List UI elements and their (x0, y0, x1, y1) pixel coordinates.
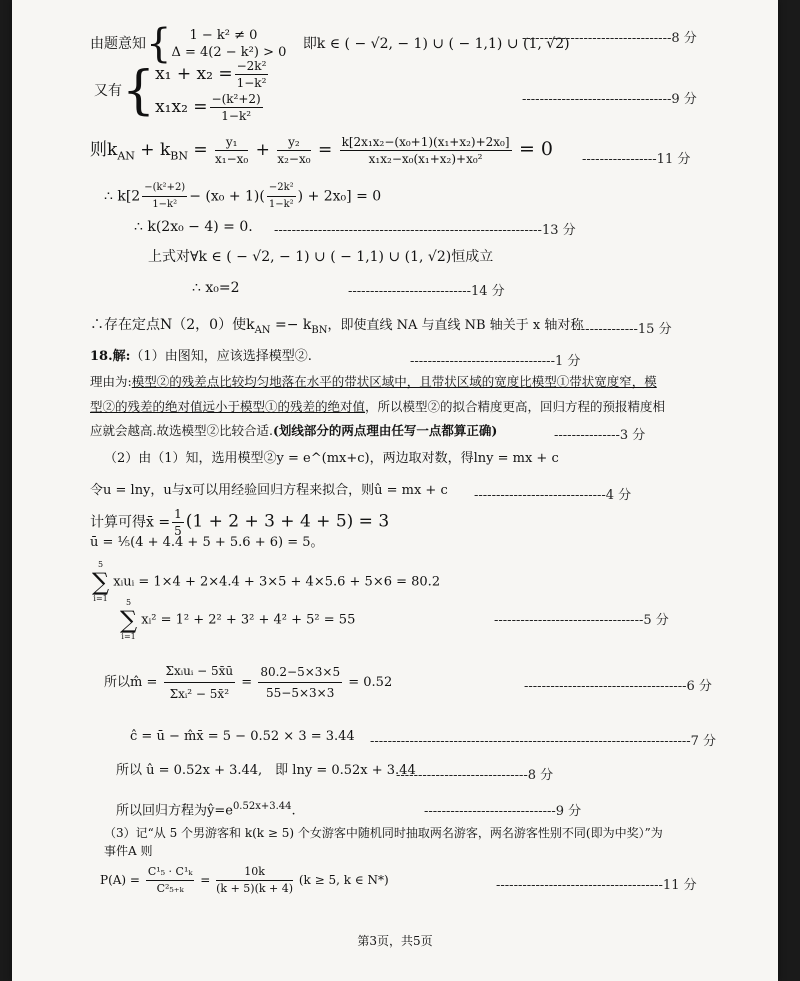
score-3: ---------------3 分 (554, 428, 646, 443)
sigma-block: 5 ∑ i=1 (120, 598, 138, 641)
c-hat-line: ĉ = ū − m̂x̄ = 5 − 0.52 × 3 = 3.44 (130, 729, 355, 744)
u-hat-line: 所以 û = 0.52x + 3.44, 即 lny = 0.52x + 3.44 (116, 763, 416, 778)
frac-2: $\frac{\text{y₂}}{\text{x₂−x₀}}$ (277, 135, 311, 166)
for-all-k-line: 上式对∀k ∈ ( − √2, − 1) ∪ ( − 1,1) ∪ (1, √2)恒成立 (148, 249, 494, 265)
model-2-line: （2）由（1）知，选用模型②y = e^(mx+c)，两边取对数，得lny = mx + c (104, 451, 559, 466)
score-5: ----------------------------------5 分 (494, 613, 669, 628)
question-number: 18.解: (90, 349, 131, 364)
score-11b: --------------------------------------11 分 (496, 878, 697, 893)
conclusion-line: ∴存在定点N（2，0）使$k_{AN} =- k_{BN}$，即使直线 NA 与直线 NB 轴关于 x 轴对称 (90, 317, 584, 336)
score-9: ----------------------------------9 分 (522, 92, 697, 107)
frac: $\frac{1}{5}$ (174, 507, 182, 538)
substitution-u-line: 令u = lny，u与x可以用经验回归方程来拟合，则û = mx + c (90, 483, 448, 498)
ubar-line: ū = ⅕(4 + 4.4 + 5 + 5.6 + 6) = 5。 (90, 535, 324, 550)
frac: $\frac{\text{Σxᵢuᵢ − 5x̄ū}}{\text{Σxᵢ² − 5x̄²}}$ (164, 660, 236, 705)
frac-1: $\frac{\text{y₁}}{\text{x₁−x₀}}$ (215, 135, 249, 166)
frac: $\frac{10k}{(k + 5)(k + 4)}$ (216, 865, 294, 895)
simplified-eq: ∴ k(2x₀ − 4) = 0. (134, 219, 253, 235)
m-hat-line: 所以m̂ = $\frac{\text{Σxᵢuᵢ − 5x̄ū}}{\text{Σxᵢ² − 5x̄²}}$ = $\frac{80.2-5\times 3\times 5}{55-5\times 3\times 3}$ = 0.52 (104, 660, 392, 705)
system-cases (171, 27, 286, 61)
reason-line-1: 理由为:模型②的残差点比较均匀地落在水平的带状区域中，且带状区域的宽度比模型①带状宽度窄，模 (90, 374, 657, 389)
left-brace-2: { (122, 61, 156, 121)
substitution-line: ∴ k[2 $\frac{\text{−(k²+2)}}{\text{1−k²}}$ − (x₀ + 1)( $\frac{\text{−2k²}}{\text{1−k²}}$ ) + 2x₀] = 0 (104, 180, 381, 213)
score-6: -------------------------------------6 分 (524, 679, 712, 694)
sigma-symbol: ∑ (92, 568, 110, 596)
sum-x2-line: 5 ∑ i=1 xᵢ² = 1² + 2² + 3² + 4² + 5² = 55 (120, 598, 356, 641)
score-7: -------------------------------------------------------------------------7 分 (370, 734, 717, 749)
vieta-line: 又有{ x₁ + x₂ = $\frac{\text{−2k²}}{\text{1−k²}}$ x₁x₂ = $\frac{\text{−(k²+2)}}{\text{1−k²}}$ (94, 58, 270, 124)
x0-result: ∴ x₀=2 (192, 280, 240, 296)
condition-line: 由题意知{ 1 − k² ≠ 0 Δ = 4(2 − k²) > 0 即k ∈ ( − √2, − 1) ∪ ( − 1,1) ∪ (1, √2) (90, 21, 570, 67)
frac: $\frac{\text{−2k²}}{\text{1−k²}}$ (268, 182, 294, 210)
k-range: 即k ∈ ( − √2, − 1) ∪ ( − 1,1) ∪ (1, √2) (302, 36, 570, 52)
event-line: 事件A 则 (104, 844, 153, 858)
score-15: ---------------15 分 (572, 322, 672, 337)
frac-3: $\frac{\text{k[2x₁x₂−(x₀+1)(x₁+x₂)+2x₀]}}{\text{x₁x₂−x₀(x₁+x₂)+x₀²}}$ (341, 135, 510, 166)
sum-xu-line: 5 ∑ i=1 xᵢuᵢ = 1×4 + 2×4.4 + 3×5 + 4×5.6 + 5×6 = 80.2 (92, 560, 441, 603)
frac: $\frac{80.2-5\times 3\times 5}{55-5\times 3\times 3}$ (258, 662, 342, 703)
reason-line-2: 型②的残差的绝对值远小于模型①的残差的绝对值，所以模型②的拟合精度更高，回归方程的预报精度相 (90, 399, 666, 414)
score-9b: ------------------------------9 分 (424, 804, 582, 819)
vieta-product: x₁x₂ = $\frac{\text{−(k²+2)}}{\text{1−k²}}$ (155, 92, 261, 123)
exam-page (12, 0, 778, 981)
case-1: 1 − k² ≠ 0 (189, 28, 258, 43)
case-2: Δ = 4(2 − k²) > 0 (171, 45, 287, 60)
sigma-symbol: ∑ (120, 606, 138, 634)
page-footer: 第3页，共5页 (357, 934, 433, 948)
score-14: ----------------------------14 分 (348, 284, 505, 299)
score-1: ---------------------------------1 分 (410, 354, 581, 369)
slope-sum-line: 则$k_{AN} + k_{BN}$ = $\frac{\text{y₁}}{\text{x₁−x₀}}$ + $\frac{\text{y₂}}{\text{x₂−x₀}}$ = $\frac{\text{k[2x₁x₂−(x₀+1)(x₁+x₂)+2x₀]}}{\text{x₁x₂−x₀(x₁+x₂)+x₀²}}$ = 0 (90, 135, 554, 166)
vieta-sum: x₁ + x₂ = $\frac{\text{−2k²}}{\text{1−k²}}$ (155, 59, 267, 90)
frac: $\frac{\text{−2k²}}{\text{1−k²}}$ (236, 59, 267, 90)
score-13: -------------------------------------------------------------13 分 (274, 223, 576, 238)
frac: $\frac{\text{C¹₅ · C¹ₖ}}{\text{C²₅₊ₖ}}$ (147, 865, 193, 895)
q3-line: （3）记“从 5 个男游客和 k(k ≥ 5) 个女游客中随机同时抽取两名游客，两名游客性别不同(即为中奖）”为 (104, 826, 663, 840)
score-4: ------------------------------4 分 (474, 488, 632, 503)
score-8b: ------------------------------8 分 (396, 768, 554, 783)
score-8: ----------------------------------8 分 (522, 31, 697, 46)
xbar-line: 计算可得x̄ = $\frac{1}{5}$ (1 + 2 + 3 + 4 + 5) = 3 (90, 507, 390, 538)
left-brace: { (146, 21, 172, 67)
reason-line-3: 应就会越高.故选模型②比较合适.(划线部分的两点理由任写一点都算正确) (90, 423, 498, 438)
frac: $\frac{\text{−(k²+2)}}{\text{1−k²}}$ (144, 182, 186, 210)
regression-eq-line: 所以回归方程为$ŷ=e^{0.52x+3.44}$. (116, 801, 296, 819)
score-11a: -----------------11 分 (582, 152, 691, 167)
vieta-cases (155, 58, 270, 124)
probability-line: P(A) = $\frac{\text{C¹₅ · C¹ₖ}}{\text{C²₅₊ₖ}}$ = $\frac{10k}{(k + 5)(k + 4)}$ (k ≥ 5, k ∈ N*) (100, 865, 389, 895)
frac: $\frac{\text{−(k²+2)}}{\text{1−k²}}$ (211, 92, 261, 123)
q18-line: 18.解:（1）由图知，应该选择模型②. (90, 349, 312, 364)
sigma-block: 5 ∑ i=1 (92, 560, 110, 603)
